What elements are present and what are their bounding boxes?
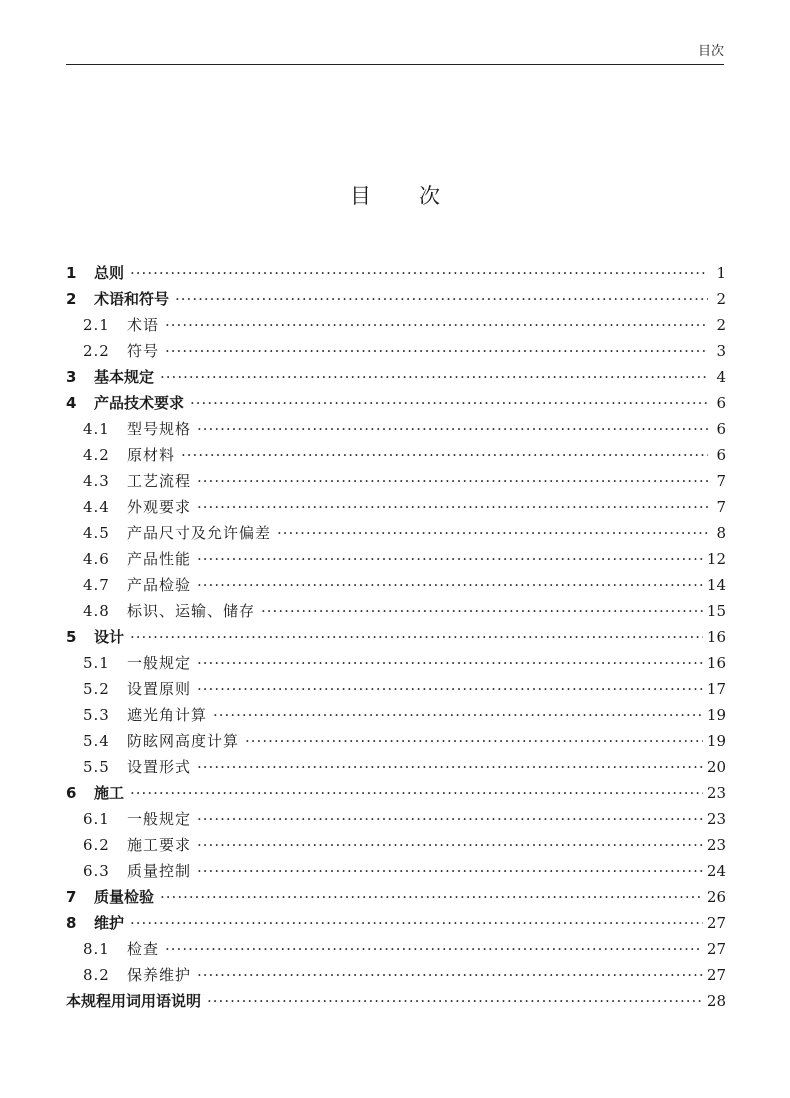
- toc-entry-leader-dots: [197, 546, 703, 572]
- toc-entry-page: 6: [716, 446, 726, 464]
- toc-entry-page: 23: [706, 836, 726, 854]
- toc-entry[interactable]: [66, 286, 726, 312]
- toc-entry-number: 8: [66, 914, 77, 932]
- toc-entry-title: 检查: [127, 940, 160, 958]
- toc-entry-page: 6: [716, 394, 726, 412]
- toc-entry-title: 保养维护: [127, 966, 192, 984]
- toc-entry[interactable]: [66, 598, 726, 624]
- toc-entry[interactable]: [66, 312, 726, 338]
- toc-entry-title: 质量控制: [127, 862, 192, 880]
- toc-entry[interactable]: [66, 858, 726, 884]
- toc-entry-number: 6.1: [83, 810, 110, 828]
- toc-entry-page: 27: [706, 966, 726, 984]
- toc-entry[interactable]: [66, 572, 726, 598]
- toc-entry-title: 一般规定: [127, 810, 192, 828]
- page-title-char-1: 目: [350, 184, 371, 208]
- toc-entry-title: 工艺流程: [127, 472, 192, 490]
- toc-entry[interactable]: [66, 520, 726, 546]
- toc-entry-leader-dots: [261, 598, 703, 624]
- toc-entry-title: 本规程用词用语说明: [66, 992, 202, 1010]
- toc-entry-leader-dots: [181, 442, 708, 468]
- toc-entry-leader-dots: [190, 390, 708, 416]
- toc-entry-page: 15: [706, 602, 726, 620]
- table-of-contents: [66, 260, 726, 1014]
- toc-entry[interactable]: [66, 442, 726, 468]
- toc-entry-leader-dots: [197, 676, 703, 702]
- toc-entry-number: 4.5: [83, 524, 110, 542]
- running-header: 目次: [697, 44, 724, 59]
- toc-entry-leader-dots: [197, 962, 703, 988]
- toc-entry-number: 5.5: [83, 758, 110, 776]
- toc-entry-leader-dots: [197, 468, 708, 494]
- toc-entry[interactable]: [66, 676, 726, 702]
- toc-entry[interactable]: [66, 260, 726, 286]
- toc-entry[interactable]: [66, 390, 726, 416]
- toc-entry-page: 26: [706, 888, 726, 906]
- toc-entry-page: 14: [706, 576, 726, 594]
- toc-entry-page: 23: [706, 784, 726, 802]
- toc-entry-leader-dots: [207, 988, 703, 1014]
- toc-entry-leader-dots: [130, 910, 703, 936]
- toc-entry-page: 28: [706, 992, 726, 1010]
- toc-entry-number: 1: [66, 264, 77, 282]
- toc-entry-title: 维护: [94, 914, 125, 932]
- page-title-char-2: 次: [419, 184, 440, 208]
- toc-entry-title: 产品检验: [127, 576, 192, 594]
- toc-entry-number: 4.7: [83, 576, 110, 594]
- toc-entry[interactable]: [66, 988, 726, 1014]
- toc-entry-title: 总则: [94, 264, 125, 282]
- toc-entry-leader-dots: [130, 780, 703, 806]
- toc-entry[interactable]: [66, 494, 726, 520]
- toc-entry-leader-dots: [165, 338, 708, 364]
- toc-entry-title: 产品尺寸及允许偏差: [127, 524, 272, 542]
- toc-entry-leader-dots: [165, 936, 703, 962]
- toc-entry-leader-dots: [130, 624, 703, 650]
- toc-entry-page: 12: [706, 550, 726, 568]
- toc-entry-page: 17: [706, 680, 726, 698]
- toc-entry-leader-dots: [130, 260, 708, 286]
- toc-entry[interactable]: [66, 832, 726, 858]
- toc-entry-page: 1: [716, 264, 726, 282]
- toc-entry-number: 4.6: [83, 550, 110, 568]
- toc-entry[interactable]: [66, 884, 726, 910]
- toc-entry-leader-dots: [197, 858, 703, 884]
- toc-entry-number: 5.2: [83, 680, 110, 698]
- toc-entry-page: 19: [706, 706, 726, 724]
- toc-entry-number: 5.3: [83, 706, 110, 724]
- toc-entry-leader-dots: [277, 520, 708, 546]
- toc-entry-title: 防眩网高度计算: [127, 732, 240, 750]
- toc-entry[interactable]: [66, 468, 726, 494]
- toc-entry-number: 2.1: [83, 316, 110, 334]
- toc-entry-page: 16: [706, 654, 726, 672]
- toc-entry-page: 7: [716, 472, 726, 490]
- toc-entry-title: 施工: [94, 784, 125, 802]
- toc-entry-number: 4.3: [83, 472, 110, 490]
- toc-entry-leader-dots: [197, 572, 703, 598]
- toc-entry[interactable]: [66, 962, 726, 988]
- toc-entry-title: 基本规定: [94, 368, 155, 386]
- toc-entry-page: 2: [716, 290, 726, 308]
- toc-entry-leader-dots: [160, 884, 703, 910]
- toc-entry[interactable]: [66, 754, 726, 780]
- toc-entry-number: 5.1: [83, 654, 110, 672]
- toc-entry-page: 23: [706, 810, 726, 828]
- toc-entry-number: 3: [66, 368, 77, 386]
- toc-entry-leader-dots: [213, 702, 703, 728]
- toc-entry-page: 27: [706, 940, 726, 958]
- toc-entry-page: 27: [706, 914, 726, 932]
- toc-entry[interactable]: [66, 780, 726, 806]
- toc-entry-number: 4.2: [83, 446, 110, 464]
- toc-entry-number: 4.4: [83, 498, 110, 516]
- toc-entry-number: 5: [66, 628, 77, 646]
- toc-entry-title: 设计: [94, 628, 125, 646]
- toc-entry[interactable]: [66, 546, 726, 572]
- toc-entry-title: 产品性能: [127, 550, 192, 568]
- toc-entry-number: 6.3: [83, 862, 110, 880]
- toc-entry-number: 6.2: [83, 836, 110, 854]
- header-rule: [66, 64, 724, 65]
- toc-entry-title: 术语: [127, 316, 160, 334]
- toc-entry[interactable]: [66, 806, 726, 832]
- toc-entry-title: 标识、运输、储存: [127, 602, 256, 620]
- toc-entry-number: 4.1: [83, 420, 110, 438]
- toc-entry-page: 7: [716, 498, 726, 516]
- toc-entry-page: 20: [706, 758, 726, 776]
- toc-entry-leader-dots: [165, 312, 708, 338]
- toc-entry-number: 4.8: [83, 602, 110, 620]
- toc-entry-number: 8.2: [83, 966, 110, 984]
- toc-entry-number: 6: [66, 784, 77, 802]
- toc-entry-page: 2: [716, 316, 726, 334]
- toc-entry-number: 7: [66, 888, 77, 906]
- toc-entry-page: 16: [706, 628, 726, 646]
- toc-entry-page: 6: [716, 420, 726, 438]
- toc-entry-title: 原材料: [127, 446, 176, 464]
- toc-entry-leader-dots: [175, 286, 708, 312]
- toc-entry-number: 2: [66, 290, 77, 308]
- toc-entry[interactable]: [66, 338, 726, 364]
- toc-entry[interactable]: [66, 702, 726, 728]
- toc-entry-leader-dots: [197, 650, 703, 676]
- toc-entry-page: 24: [706, 862, 726, 880]
- toc-entry-title: 一般规定: [127, 654, 192, 672]
- toc-entry[interactable]: [66, 650, 726, 676]
- toc-entry-title: 术语和符号: [94, 290, 170, 308]
- toc-entry-title: 质量检验: [94, 888, 155, 906]
- toc-entry[interactable]: [66, 624, 726, 650]
- toc-entry[interactable]: [66, 364, 726, 390]
- toc-entry-number: 5.4: [83, 732, 110, 750]
- toc-entry-leader-dots: [197, 806, 703, 832]
- toc-entry[interactable]: [66, 910, 726, 936]
- toc-entry-number: 8.1: [83, 940, 110, 958]
- toc-entry-title: 外观要求: [127, 498, 192, 516]
- toc-entry[interactable]: [66, 936, 726, 962]
- toc-entry-number: 2.2: [83, 342, 110, 360]
- toc-entry-leader-dots: [197, 494, 708, 520]
- toc-entry-title: 符号: [127, 342, 160, 360]
- toc-entry-title: 型号规格: [127, 420, 192, 438]
- toc-entry-leader-dots: [245, 728, 703, 754]
- toc-entry-leader-dots: [197, 832, 703, 858]
- toc-entry-page: 19: [706, 732, 726, 750]
- toc-entry[interactable]: [66, 416, 726, 442]
- toc-entry-title: 遮光角计算: [127, 706, 208, 724]
- toc-entry-page: 3: [716, 342, 726, 360]
- toc-entry-page: 8: [716, 524, 726, 542]
- toc-entry-title: 设置形式: [127, 758, 192, 776]
- toc-entry-title: 设置原则: [127, 680, 192, 698]
- page-title: [0, 180, 790, 210]
- toc-entry-page: 4: [716, 368, 726, 386]
- toc-entry[interactable]: [66, 728, 726, 754]
- toc-entry-leader-dots: [197, 416, 708, 442]
- toc-entry-title: 产品技术要求: [94, 394, 185, 412]
- toc-entry-leader-dots: [197, 754, 703, 780]
- toc-entry-leader-dots: [160, 364, 708, 390]
- toc-entry-title: 施工要求: [127, 836, 192, 854]
- toc-entry-number: 4: [66, 394, 77, 412]
